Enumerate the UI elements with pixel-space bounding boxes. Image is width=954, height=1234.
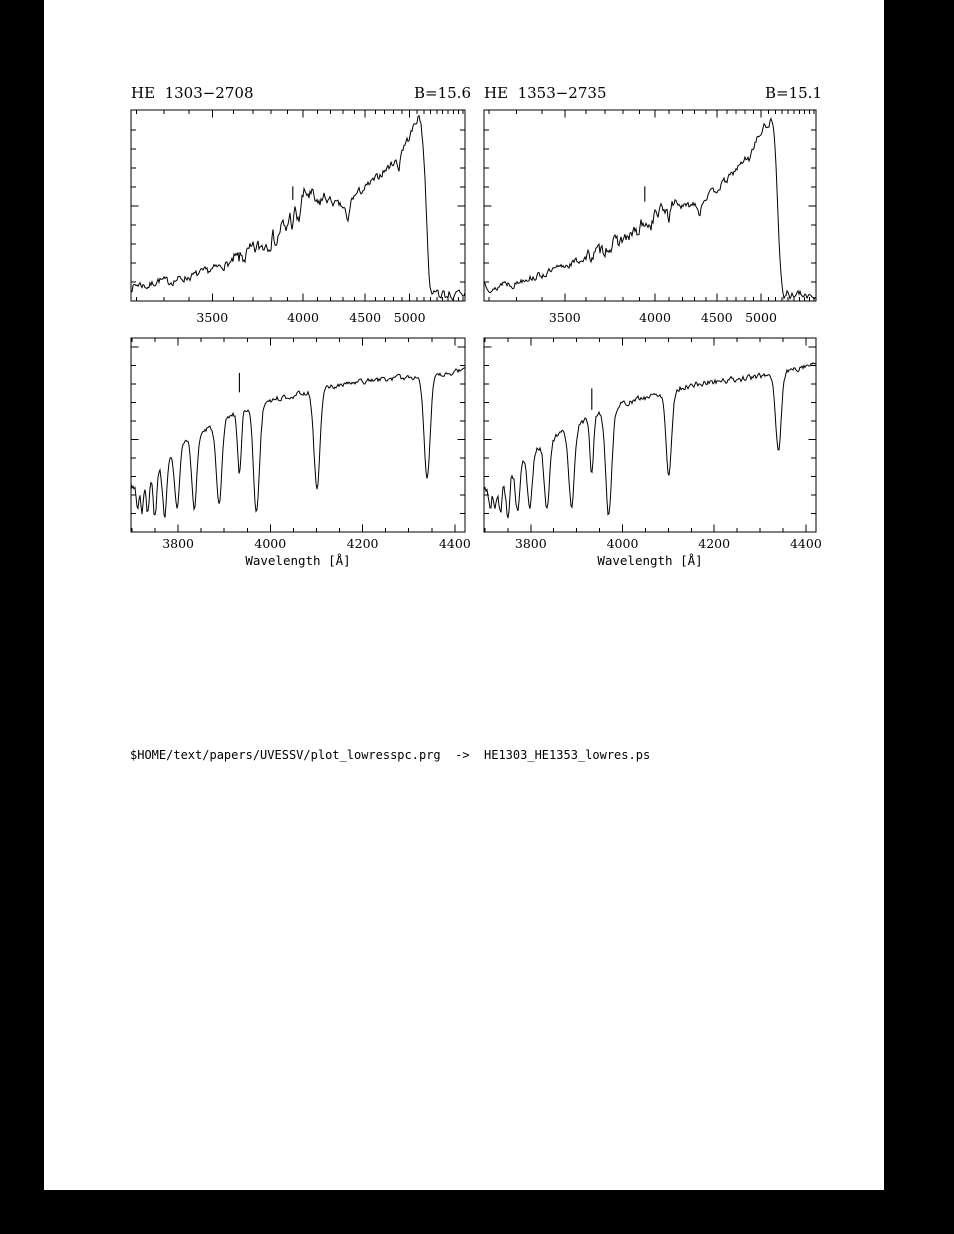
x-tick-label: 4400	[438, 536, 471, 551]
x-tick-label: 4500	[349, 310, 382, 325]
x-tick-label: 5000	[745, 310, 777, 325]
bmag-he1353: B=15.1	[765, 84, 822, 102]
spectrum-curve	[131, 367, 465, 517]
x-tick-label: 4000	[254, 536, 287, 551]
x-tick-label: 3500	[548, 310, 581, 325]
x-tick-label: 4500	[700, 310, 733, 325]
bmag-he1303: B=15.6	[414, 84, 471, 102]
x-tick-label: 4000	[606, 536, 639, 551]
spectra-figure	[44, 0, 884, 1190]
footer-path-text: $HOME/text/papers/UVESSV/plot_lowresspc.prg -> HE1303_HE1353_lowres.ps	[130, 748, 651, 762]
plot-frame	[131, 338, 465, 532]
object-name-he1303: HE 1303−2708	[131, 84, 254, 102]
plot-frame	[131, 110, 465, 301]
x-tick-label: 4000	[287, 310, 319, 325]
x-tick-label: 3500	[196, 310, 229, 325]
plot-frame	[484, 110, 816, 301]
x-tick-label: 4000	[639, 310, 671, 325]
spectrum-curve	[484, 119, 816, 299]
object-name-he1353: HE 1353−2735	[484, 84, 607, 102]
x-tick-label: 3800	[162, 536, 195, 551]
spectrum-curve	[131, 116, 465, 300]
spectrum-curve	[484, 363, 816, 518]
x-tick-label: 4400	[789, 536, 822, 551]
xaxis-label-bottom-left: Wavelength [Å]	[245, 553, 351, 568]
document-page	[44, 0, 884, 1190]
x-tick-label: 4200	[346, 536, 379, 551]
x-tick-label: 5000	[393, 310, 426, 325]
x-tick-label: 4200	[698, 536, 731, 551]
x-tick-label: 3800	[514, 536, 547, 551]
xaxis-label-bottom-right: Wavelength [Å]	[597, 553, 703, 568]
plot-frame	[484, 338, 816, 532]
